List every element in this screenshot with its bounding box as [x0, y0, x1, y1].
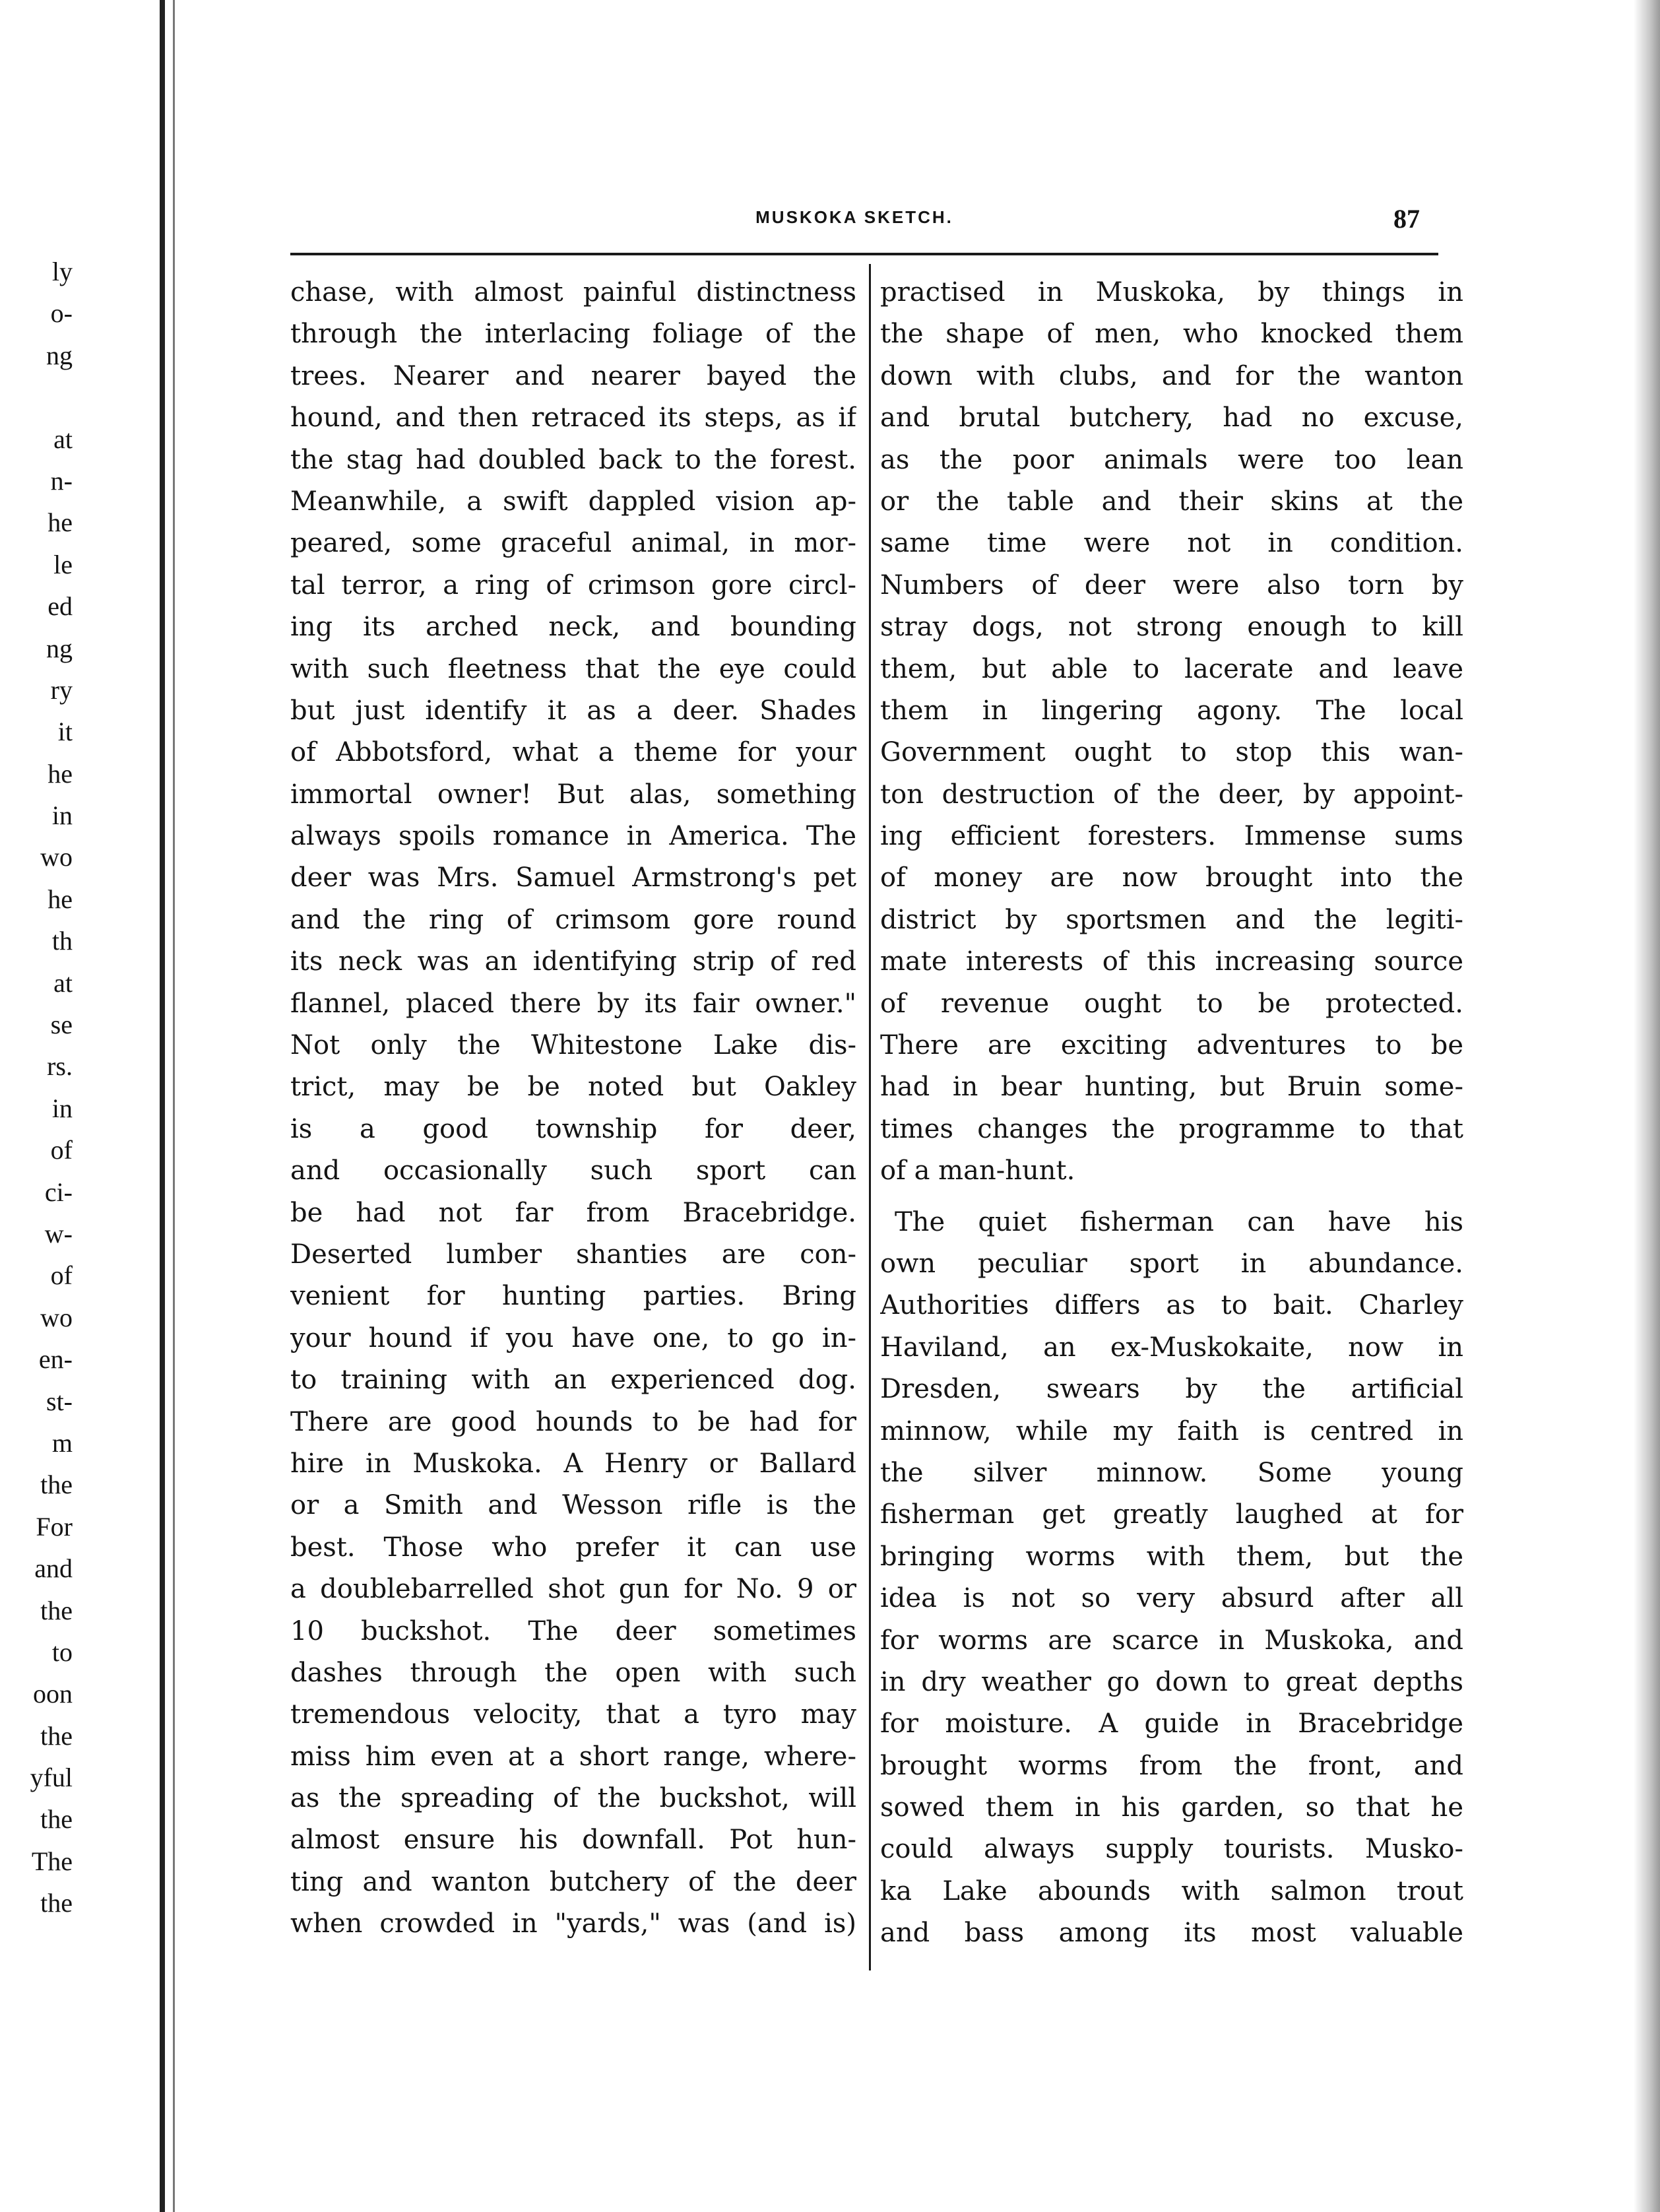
margin-fragment: rs. [47, 1051, 73, 1082]
text-line: them, but able to lacerate and leave [880, 653, 1463, 684]
margin-fragment: st- [46, 1386, 73, 1416]
page-number: 87 [1393, 204, 1420, 234]
text-line: and brutal butchery, had no excuse, [880, 403, 1463, 434]
text-line: in dry weather go down to great depths [880, 1666, 1463, 1697]
text-line: of money are now brought into the [880, 862, 1463, 894]
text-line: Government ought to stop this wan- [880, 737, 1463, 768]
text-line: chase, with almost painful distinctness [290, 277, 856, 308]
text-line: miss him even at a short range, where- [290, 1741, 856, 1772]
text-line: or a Smith and Wesson rifle is the [290, 1490, 856, 1521]
text-line: brought worms from the front, and [880, 1750, 1463, 1781]
margin-fragment: he [48, 758, 73, 789]
margin-fragment: he [48, 884, 73, 914]
right-text-column [880, 272, 1463, 1955]
text-line: is a good township for deer, [290, 1113, 856, 1144]
text-line: through the interlacing foliage of the [290, 319, 856, 350]
text-line: bringing worms with them, but the [880, 1541, 1463, 1572]
text-line: 10 buckshot. The deer sometimes [290, 1615, 856, 1646]
text-line: Dresden, swears by the artificial [880, 1374, 1463, 1405]
margin-fragment: he [48, 507, 73, 538]
margin-fragment: ng [46, 340, 73, 370]
text-line: hound, and then retraced its steps, as if [290, 403, 856, 434]
text-line: them in lingering agony. The local [880, 695, 1463, 726]
text-line: own peculiar sport in abundance. [880, 1248, 1463, 1279]
text-line: sowed them in his garden, so that he [880, 1792, 1463, 1823]
text-line: for worms are scarce in Muskoka, and [880, 1625, 1463, 1656]
text-line: Not only the Whitestone Lake dis- [290, 1030, 856, 1061]
margin-fragment: in [51, 800, 73, 831]
margin-fragment: at [53, 967, 73, 998]
text-line: but just identify it as a deer. Shades [290, 695, 856, 726]
margin-fragment: se [50, 1010, 73, 1040]
margin-fragment: ry [50, 674, 73, 705]
text-line: mate interests of this increasing source [880, 946, 1463, 977]
text-line: Meanwhile, a swift dappled vision ap- [290, 486, 856, 517]
column-divider [869, 264, 871, 1970]
text-line: venient for hunting parties. Bring [290, 1281, 856, 1312]
text-line: to training with an experienced dog. [290, 1365, 856, 1396]
text-line: had in bear hunting, but Bruin some- [880, 1072, 1463, 1103]
margin-fragment: oon [33, 1679, 73, 1709]
left-text-column [290, 272, 856, 1945]
margin-fragment: w- [44, 1218, 73, 1249]
text-line: ing efficient foresters. Immense sums [880, 821, 1463, 852]
text-line: ing its arched neck, and bounding [290, 612, 856, 643]
text-line: and occasionally such sport can [290, 1155, 856, 1187]
text-line: its neck was an identifying strip of red [290, 946, 856, 977]
margin-fragment: ly [51, 257, 73, 286]
text-line: could always supply tourists. Musko- [880, 1834, 1463, 1865]
margin-fragment: the [40, 1720, 73, 1751]
margin-fragment: ed [48, 591, 73, 622]
text-line: trict, may be be noted but Oakley [290, 1072, 856, 1103]
text-line: the silver minnow. Some young [880, 1457, 1463, 1488]
text-line: There are exciting adventures to be [880, 1030, 1463, 1061]
text-line: and bass among its most valuable [880, 1918, 1463, 1949]
margin-fragment: th [51, 926, 73, 956]
text-line: tal terror, a ring of crimson gore circl- [290, 569, 856, 601]
text-line: when crowded in "yards," was (and is) [290, 1908, 856, 1939]
margin-fragment: and [34, 1553, 73, 1584]
text-line: as the poor animals were too lean [880, 444, 1463, 475]
text-line: down with clubs, and for the wanton [880, 360, 1463, 391]
margin-fragment: the [40, 1595, 73, 1625]
binding-shadow-light [173, 0, 175, 2212]
text-line: practised in Muskoka, by things in [880, 277, 1463, 308]
text-line: flannel, placed there by its fair owner." [290, 988, 856, 1019]
text-line: The quiet fisherman can have his [895, 1206, 1463, 1237]
text-line: a doublebarrelled shot gun for No. 9 or [290, 1574, 856, 1605]
margin-fragment: m [51, 1427, 73, 1458]
margin-fragment: the [40, 1804, 73, 1835]
text-line: idea is not so very absurd after all [880, 1583, 1463, 1614]
text-line: your hound if you have one, to go in- [290, 1322, 856, 1353]
margin-fragment: For [36, 1511, 73, 1542]
text-line: be had not far from Bracebridge. [290, 1197, 856, 1228]
text-line: of revenue ought to be protected. [880, 988, 1463, 1019]
page-header [271, 203, 1438, 236]
text-line: stray dogs, not strong enough to kill [880, 612, 1463, 643]
text-line: ton destruction of the deer, by appoint- [880, 779, 1463, 810]
text-line: Deserted lumber shanties are con- [290, 1239, 856, 1270]
margin-fragment: in [51, 1093, 73, 1123]
text-line: Haviland, an ex-Muskokaite, now in [880, 1332, 1463, 1363]
text-line: same time were not in condition. [880, 528, 1463, 559]
text-line: peared, some graceful animal, in mor- [290, 528, 856, 559]
margin-fragment: of [50, 1135, 73, 1165]
text-line: Authorities differs as to bait. Charley [880, 1290, 1463, 1321]
margin-fragment: it [57, 717, 73, 747]
text-line: Numbers of deer were also torn by [880, 569, 1463, 601]
margin-fragment: the [40, 1470, 73, 1500]
margin-fragment: at [53, 424, 73, 454]
text-line: There are good hounds to be had for [290, 1406, 856, 1437]
text-line: times changes the programme to that [880, 1113, 1463, 1144]
text-line: tremendous velocity, that a tyro may [290, 1699, 856, 1730]
margin-fragment: ng [46, 633, 73, 663]
text-line: best. Those who prefer it can use [290, 1532, 856, 1563]
text-line: deer was Mrs. Samuel Armstrong's pet [290, 862, 856, 894]
margin-fragment [0, 376, 73, 418]
margin-fragment: yful [30, 1763, 73, 1793]
margin-fragment: the [40, 1888, 73, 1918]
text-line: for moisture. A guide in Bracebridge [880, 1708, 1463, 1740]
text-line: dashes through the open with such [290, 1657, 856, 1688]
text-line: the stag had doubled back to the forest. [290, 444, 856, 475]
margin-fragment: wo [40, 1302, 73, 1332]
text-line: as the spreading of the buckshot, will [290, 1783, 856, 1814]
text-line: with such fleetness that the eye could [290, 653, 856, 684]
text-line: ka Lake abounds with salmon trout [880, 1875, 1463, 1906]
margin-fragment: of [50, 1260, 73, 1291]
binding-shadow [160, 0, 165, 2212]
text-line: of Abbotsford, what a theme for your [290, 737, 856, 768]
text-line: always spoils romance in America. The [290, 821, 856, 852]
text-line: hire in Muskoka. A Henry or Ballard [290, 1448, 856, 1479]
text-line: of a man-hunt. [880, 1155, 1075, 1187]
facing-page-edge [0, 0, 79, 2212]
text-line: or the table and their skins at the [880, 486, 1463, 517]
text-line: and the ring of crimsom gore round [290, 904, 856, 935]
text-line: immortal owner! But alas, something [290, 779, 856, 810]
margin-fragment: to [51, 1637, 73, 1667]
facing-page-text-fragments [0, 251, 73, 1924]
margin-fragment: n- [50, 465, 73, 496]
header-rule [290, 253, 1438, 255]
text-line: the shape of men, who knocked them [880, 319, 1463, 350]
text-line: minnow, while my faith is centred in [880, 1415, 1463, 1447]
text-line: ting and wanton butchery of the deer [290, 1866, 856, 1897]
margin-fragment: o- [50, 298, 73, 329]
margin-fragment: en- [38, 1344, 73, 1375]
running-title: MUSKOKA SKETCH. [755, 207, 953, 227]
margin-fragment: wo [40, 842, 73, 872]
text-line: trees. Nearer and nearer bayed the [290, 360, 856, 391]
margin-fragment: ci- [44, 1177, 73, 1207]
text-line: almost ensure his downfall. Pot hun- [290, 1825, 856, 1856]
text-line: fisherman get greatly laughed at for [880, 1499, 1463, 1530]
margin-fragment: The [31, 1846, 73, 1876]
margin-fragment: le [53, 549, 73, 579]
page-edge-shade [1634, 0, 1660, 2212]
text-line: district by sportsmen and the legiti- [880, 904, 1463, 935]
